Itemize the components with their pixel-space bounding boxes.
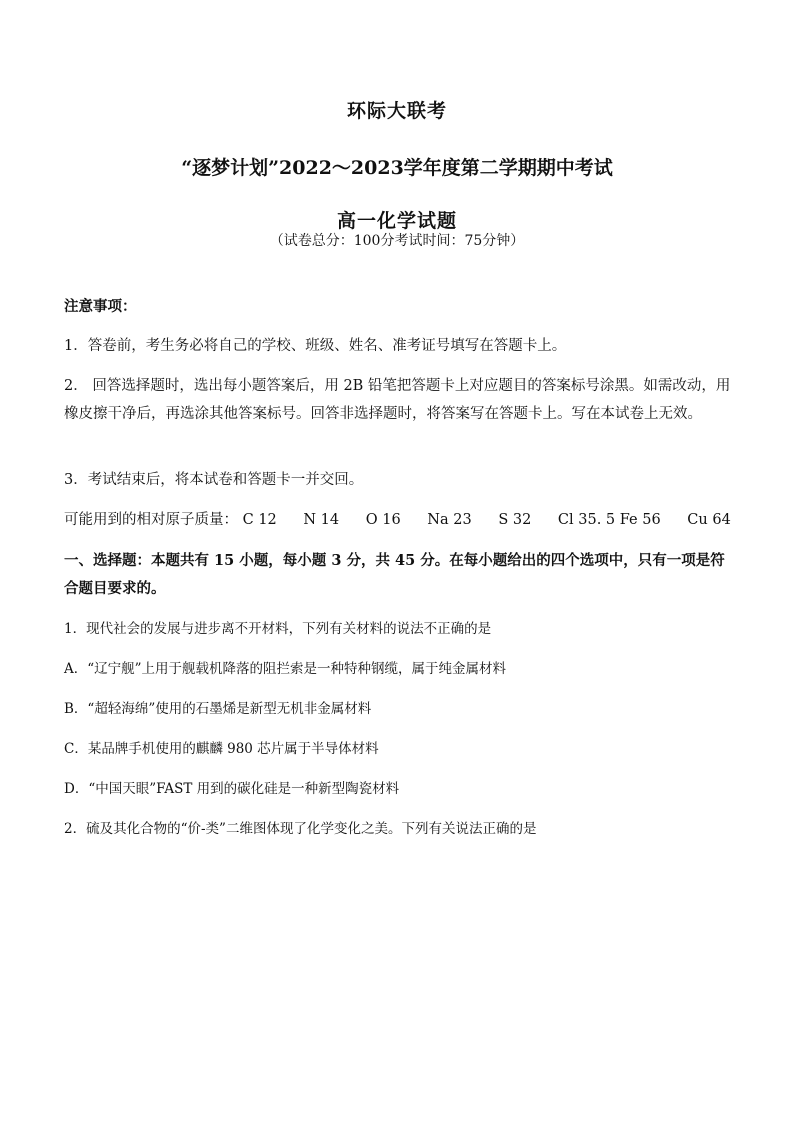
notes-title: 注意事项： — [64, 298, 137, 315]
note-item-2: 2． 回答选择题时，选出每小题答案后，用 2B 铅笔把答题卡上对应题目的答案标号涂黑。如需改动，用橡皮擦干净后，再选涂其他答案标号。回答非选择题时，将答案写在答题卡上。写在本试卷上无效。 — [64, 378, 731, 422]
question-2-stem: 2．硫及其化合物的“价-类”二维图体现了化学变化之美。下列有关说法正确的是 — [64, 821, 537, 837]
mass-na: Na 23 — [427, 512, 472, 528]
note-item-1: 1．答卷前，考生务必将自己的学校、班级、姓名、准考证号填写在答题卡上。 — [64, 338, 567, 354]
mass-n: N 14 — [303, 512, 340, 528]
mass-c: C 12 — [242, 512, 277, 528]
subject-title: 高一化学试题 — [336, 210, 457, 232]
org-title: 环际大联考 — [346, 100, 447, 122]
question-1-stem: 1．现代社会的发展与进步离不开材料，下列有关材料的说法不正确的是 — [64, 621, 492, 637]
question-1-option-c: C．某品牌手机使用的麒麟 980 芯片属于半导体材料 — [64, 741, 379, 757]
note-item-3: 3．考试结束后，将本试卷和答题卡一并交回。 — [64, 472, 364, 488]
exam-title: “逐梦计划”2022～2023学年度第二学期期中考试 — [181, 157, 613, 179]
section-1-heading: 一、选择题：本题共有 15 小题，每小题 3 分，共 45 分。在每小题给出的四个选项中，只有一项是符合题目要求的。 — [64, 552, 725, 597]
mass-o: O 16 — [365, 512, 401, 528]
mass-cu: Cu 64 — [687, 512, 731, 528]
atomic-masses — [64, 507, 734, 534]
atomic-masses-label: 可能用到的相对原子质量： — [64, 512, 238, 528]
mass-s: S 32 — [498, 512, 532, 528]
exam-meta: （试卷总分：100分考试时间：75分钟） — [269, 233, 525, 249]
question-1-option-d: D．“中国天眼”FAST 用到的碳化硅是一种新型陶瓷材料 — [64, 781, 400, 797]
question-1-option-a: A．“辽宁舰”上用于舰载机降落的阻拦索是一种特种钢缆，属于纯金属材料 — [64, 661, 507, 677]
mass-cl-fe: Cl 35. 5 Fe 56 — [557, 512, 661, 528]
question-1-option-b: B．“超轻海绵”使用的石墨烯是新型无机非金属材料 — [64, 701, 372, 717]
